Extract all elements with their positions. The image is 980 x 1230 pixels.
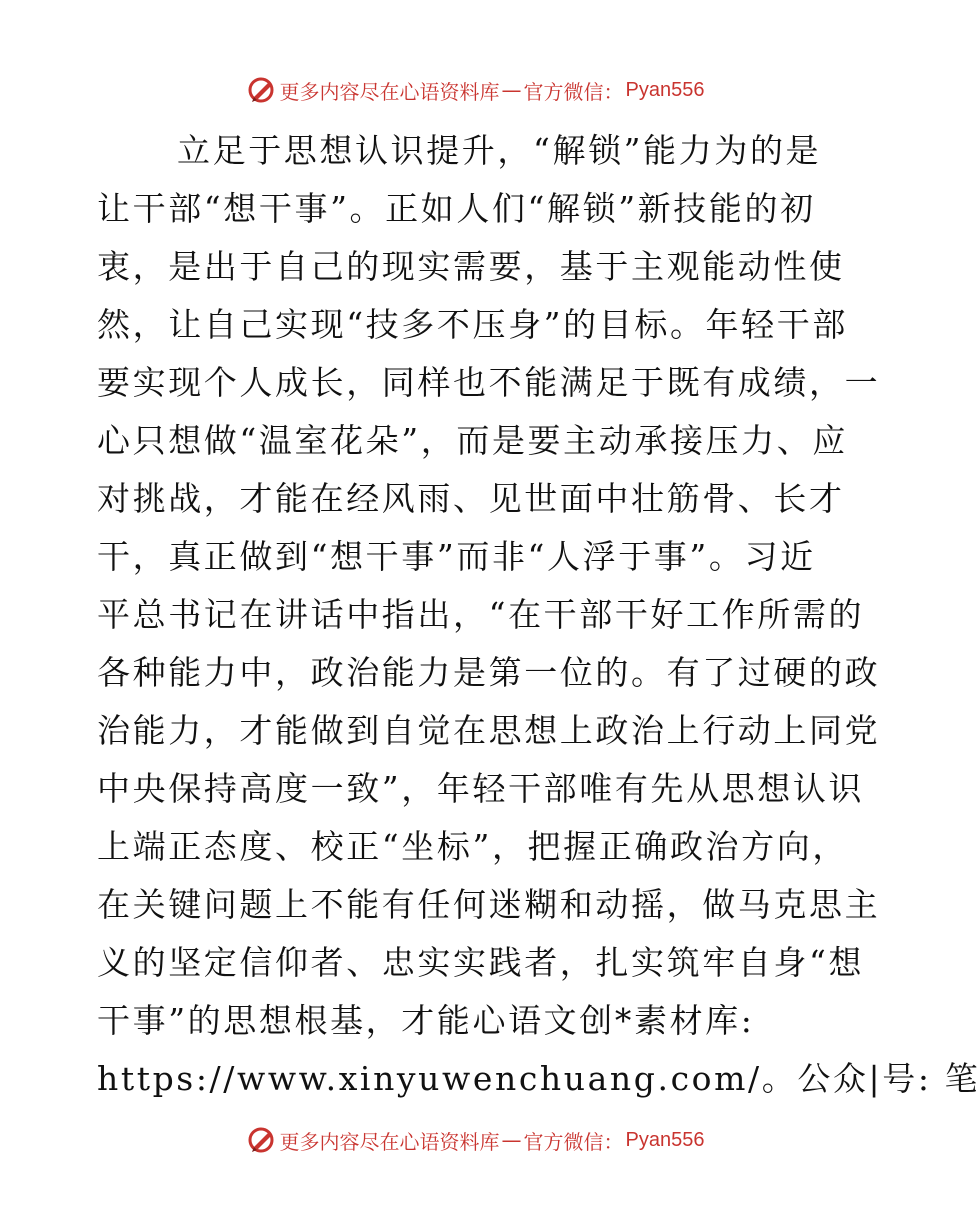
pen-circle-logo-icon (246, 75, 276, 105)
body-line: 平总书记在讲话中指出，“在干部干好工作所需的 (97, 595, 865, 634)
pen-circle-logo-icon (246, 1125, 276, 1155)
header-banner (0, 70, 950, 110)
body-line: 然，让自己实现“技多不压身”的目标。年轻干部 (97, 305, 848, 344)
body-line-url: https://www.xinyuwenchuang.com/。公众|号: 笔 (97, 1059, 980, 1098)
body-line: 让干部“想干事”。正如人们“解锁”新技能的初 (97, 189, 816, 228)
banner-wechat-label: 官方微信： (523, 1129, 624, 1154)
banner-text: 更多内容尽在心语资料库 (279, 79, 500, 104)
banner-dash: — (501, 78, 522, 102)
body-line: 干，真正做到“想干事”而非“人浮于事”。习近 (97, 537, 816, 576)
body-line: 上端正态度、校正“坐标”，把握正确政治方向， (97, 827, 848, 866)
body-line: 各种能力中，政治能力是第一位的。有了过硬的政 (97, 653, 881, 692)
body-line: 在关键问题上不能有任何迷糊和动摇，做马克思主 (97, 885, 881, 924)
banner-wechat-id: Pyan556 (625, 78, 705, 101)
body-line: 义的坚定信仰者、忠实实践者，扎实筑牢自身“想 (97, 943, 865, 982)
banner-dash: — (501, 1128, 522, 1152)
body-line: 治能力，才能做到自觉在思想上政治上行动上同党 (97, 711, 881, 750)
body-line: 要实现个人成长，同样也不能满足于既有成绩，一 (97, 363, 881, 402)
banner-text: 更多内容尽在心语资料库 (279, 1129, 500, 1154)
body-line: 干事”的思想根基，才能心语文创*素材库: (97, 1001, 755, 1040)
banner-wechat-label: 官方微信： (523, 79, 624, 104)
body-line: 立足于思想认识提升，“解锁”能力为的是 (177, 131, 822, 170)
footer-banner (0, 1120, 950, 1160)
body-line: 中央保持高度一致”，年轻干部唯有先从思想认识 (97, 769, 865, 808)
body-line: 心只想做“温室花朵”，而是要主动承接压力、应 (97, 421, 848, 460)
body-line: 对挑战，才能在经风雨、见世面中壮筋骨、长才 (97, 479, 845, 518)
document-body (97, 122, 980, 1108)
body-line: 衷，是出于自己的现实需要，基于主观能动性使 (97, 247, 845, 286)
banner-wechat-id: Pyan556 (625, 1128, 705, 1151)
